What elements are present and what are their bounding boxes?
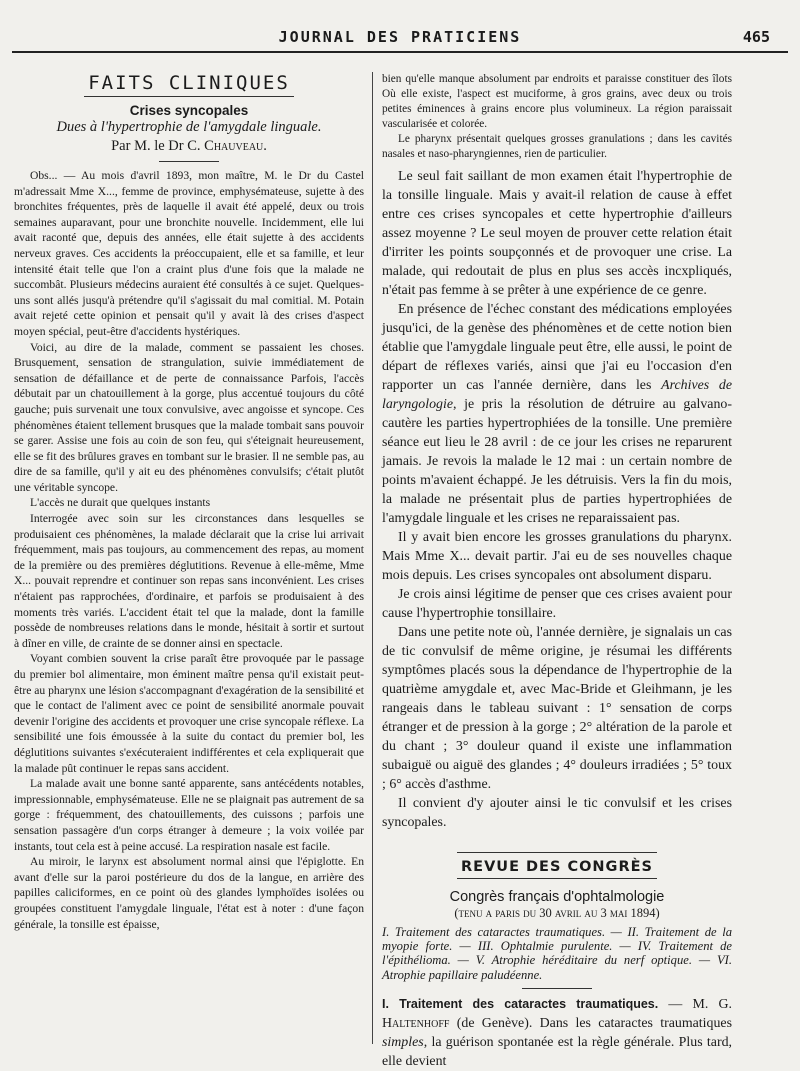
emphasis: simples [382, 1034, 424, 1050]
section-title-rule [84, 96, 294, 97]
column-divider [372, 72, 373, 1044]
paragraph: Voyant combien souvent la crise paraît être provoquée par le passage du premier bol alimentaire, mon éminent maître pensa qu'il existait peut-être au pharynx une lésion s'accompagnant d'exagération de la sensibilité et que le contact de l'aliment avec ce point de sensibilité anormale pouvait devenir l'origine des accidents et provoquer une crise syncopale réflexe. La sensibilité une fois émoussée à la suite du contact du premier bol, les déglutitions suivantes s'exécuteraient indifférentes et cela expliquerait que la malade pût continuer le repas sans accident. [14, 652, 364, 775]
paragraph: Il convient d'y ajouter ainsi le tic convulsif et les crises syncopales. [382, 796, 732, 830]
paragraph: Dans une petite note où, l'année dernière, je signalais un cas de tic convulsif de même origine, je résumai les différents symptômes placés sous la dépendance de l'hypertrophie de la quatrième amygdale et, avec Mac-Bride et Gleihmann, je les rangeais dans le tableau suivant : 1° sensation de corps étranger et de pression à la gorge ; 2° altération de la parole et du chant ; 3° douleur quand il existe une inflammation subaiguë ou aiguë des glandes ; 4° douleurs irradiées ; 5° toux ; 6° accès d'asthme. [382, 625, 732, 792]
paragraph: Le seul fait saillant de mon examen était l'hypertrophie de la tonsille linguale. Mais y avait-il relation de cause à effet entre ces crises syncopales et cette hypertrophie d'ailleurs assez moyenne ? Le seul moyen de prouver cette relation était d'irriter les points soupçonnés et de provoquer une crise. La malade, qui redoutait de plus en plus ses accès incxpliqués, n'était pas femme à se prêter à une expérience de ce genre. [382, 169, 732, 298]
title-separator [159, 161, 219, 162]
paragraph [382, 995, 732, 1071]
section-divider [457, 852, 657, 853]
paragraph: L'accès ne durait que quelques instants [30, 496, 211, 510]
author-prefix: Par M. le Dr [111, 138, 188, 154]
running-head [12, 24, 788, 48]
paragraph: Je crois ainsi légitime de penser que ces crises avaient pour cause l'hypertrophie tonsillaire. [382, 587, 732, 621]
text-run: , je pris la résolution de détruire au galvano-cautère les parties hypertrophiées de la tonsille. Une première séance eut lieu le 28 avril : de ce jour les crises ne reparurent jamais. Je revois la malade le 12 mai : un certain nombre de points m'avaient échappé. Je les détruisis. Vers la fin du mois, la malade ne présentait plus de parties hypertrophiées de l'amygdale linguale et les crises ne reparaissaient pas. [382, 397, 732, 526]
continued-paragraph: bien qu'elle manque absolument par endroits et paraisse constituer des îlots Où elle existe, l'aspect est muciforme, à gros grains, avec deux ou trois petites éminences à grains encore plus volumineux. La région paraissait vascularisée et colorée. [382, 73, 732, 130]
text-run: , la guérison spontanée est la règle générale. Plus tard, elle devient [382, 1034, 732, 1069]
article-subtitle: Dues à l'hypertrophie de l'amygdale linguale. [56, 119, 322, 135]
text-run: En présence de l'échec constant des médications employées jusqu'ici, de la genèse des phénomènes et de cette notion bien établie que l'amygdale linguale peut être, elle aussi, le point de départ de réflexes variés, ainsi que j'ai eu l'occasion d'en rapporter un cas l'année dernière, dans les [382, 302, 732, 393]
paragraph: Il y avait bien encore les grosses granulations du pharynx. Mais Mme X... devait partir. J'ai eu de ses nouvelles chaque mois depuis. Les crises syncopales ont absolument disparu. [382, 530, 732, 583]
journal-citation: Archives de laryngologie [382, 378, 732, 412]
header-rule [12, 51, 788, 53]
item-lead: I. Traitement des cataractes traumatiques. [382, 996, 659, 1011]
congress-dates: (tenu a paris du 30 avril au 3 mai 1894) [454, 906, 660, 920]
congress-contents: I. Traitement des cataractes traumatiques. — II. Traitement de la myopie forte. — III. Ophtalmie purulente. — IV. Traitement de l'épithélioma. — V. Atrophie héréditaire du nerf optique. — VI. Atrophie papillaire paludéenne. [382, 925, 732, 982]
paragraph [382, 300, 732, 528]
section-title: FAITS CLINIQUES [88, 72, 290, 94]
paragraph: La malade avait une bonne santé apparente, sans antécédents notables, impressionnable, emphysémateuse. Elle ne se plaignait pas autrement de sa gorge : fréquemment, des chatouillements, des cuissons ; parfois une sensation passagère d'un corps étranger à demeure ; la voix voilée par instants, tout cela est à peine accusé. La respiration nasale est facile. [14, 777, 364, 853]
article-title: Crises syncopales [129, 103, 249, 118]
page-number: 465 [742, 28, 770, 46]
right-column [382, 72, 732, 1069]
paragraph: Obs... — Au mois d'avril 1893, mon maître, M. le Dr du Castel m'adressait Mme X..., femme de province, emphysémateuse, sujette à des bronchites fréquentes, près de laquelle il avait été appelé, deux ou trois semaines auparavant, pour une bronchite nouvelle. Incidemment, elle lui avait raconté que, depuis des années, elle était sujette à des accidents nerveux graves. Ces accidents la préoccupaient, elle et sa famille, et leur intensité était telle que l'on a craint plus d'une fois que la malade ne succombât. Plusieurs médecins auraient été consultés à ce sujet. Quelques-uns sont allés jusqu'à prétendre qu'il s'agissait du mal comitial. M. Potain avait rejeté cette opinion et pensait qu'il y avait là des crises d'aspect moyen spécial, peut-être d'accidents hystériques. [14, 169, 364, 338]
paragraph: Interrogée avec soin sur les circonstances dans lesquelles se produisaient ces phénomènes, la malade déclarait que la crise lui arrivait fréquemment, mais pas toujours, au commencement des repas, au moment de la première ou des premières déglutitions. Revenue à elle-même, Mme X... pouvait reprendre et continuer son repas sans inconvénient. Les crises n'étaient pas rapprochées, d'ordinaire, et parfois se produisaient à des moments très variés. L'accident était tel que la malade, dont la famille possède de nombreuses relations dans le monde, hésitait à sortir et surtout à dîner en ville, de crainte de se donner ainsi en spectacle. [14, 512, 364, 650]
contents-separator [522, 988, 592, 989]
paragraph: Le pharynx présentait quelques grosses granulations ; dans les cavités nasales et naso-pharyngiennes, rien de particulier. [382, 133, 732, 160]
journal-title: JOURNAL DES PRATICIENS [278, 28, 522, 46]
revue-title-rule [457, 878, 657, 879]
author-name: Haltenhoff [382, 1015, 450, 1031]
text-run: (de Genève). Dans les cataractes traumatiques [449, 1015, 732, 1031]
left-column [14, 72, 364, 1042]
paragraph: Voici, au dire de la malade, comment se passaient les choses. Brusquement, sensation de strangulation, suivie immédiatement de sensation de défaillance et de perte de connaissance Parfois, l'accès débutait par un chatouillement à la gorge, plus accentué toujours du côté gauche; puis survenait une toux convulsive, avec angoisse et syncope. Ces phénomènes étaient tellement brusques que la malade tombait sans pouvoir se garer. Assise une fois au coin de son feu, qui s'éteignait heureusement, elle se fit des brûlures graves en tombant sur le brasier. Il ne semble pas, au dire de sa famille, qu'il y ait eu des phénomènes convulsifs; c'était plutôt une véritable syncope. [14, 340, 364, 494]
revue-title: REVUE DES CONGRÈS [461, 859, 653, 875]
text-run: — M. G. [658, 996, 732, 1012]
author-name: C. Chauveau. [187, 138, 267, 154]
paragraph: Au miroir, le larynx est absolument normal ainsi que l'épiglotte. En avant d'elle sur la paroi postérieure du dos de la langue, en arrière des papilles caliciformes, en ce point où des glandes lymphoïdes isolées ou groupées constituent l'amygdale linguale, l'état est à noter : d'une façon générale, la tonsille est épaisse, [14, 855, 364, 931]
congress-title: Congrès français d'ophtalmologie [449, 889, 665, 905]
article-author [14, 138, 364, 155]
